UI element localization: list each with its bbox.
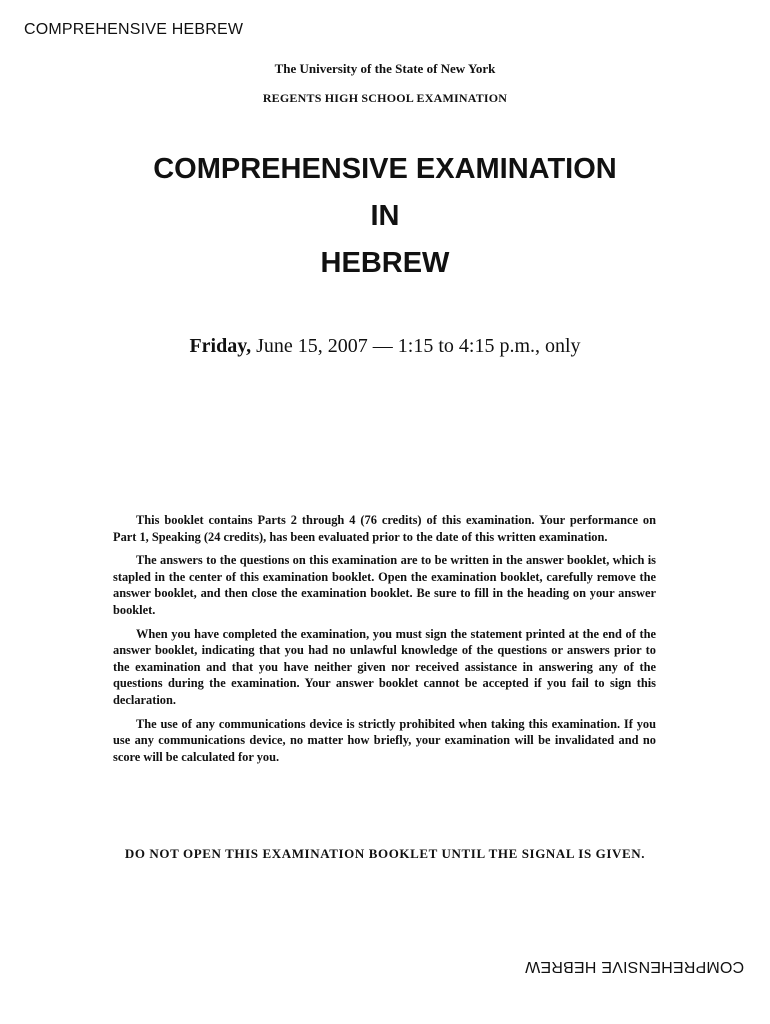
- instruction-paragraph: When you have completed the examination, you must sign the statement printed at the end of the answer booklet, indicating that you had no unlawful knowledge of the questions or answers prior to the examination and that you have neither given nor received assistance in answering any of the questions during the examination. Your answer booklet cannot be accepted if you fail to sign this declaration.: [113, 626, 656, 707]
- exam-type: REGENTS HIGH SCHOOL EXAMINATION: [262, 91, 508, 105]
- exam-title-line-2: IN: [370, 200, 400, 232]
- exam-date-time: June 15, 2007 — 1:15 to 4:15 p.m., only: [251, 335, 581, 357]
- exam-title-line-3: HEBREW: [320, 247, 450, 279]
- university-name: The University of the State of New York: [274, 61, 496, 76]
- exam-date-line: [0, 335, 770, 358]
- exam-title-line-1: COMPREHENSIVE EXAMINATION: [153, 153, 617, 185]
- running-head: COMPREHENSIVE HEBREW: [24, 21, 244, 38]
- footer-flipped-label: COMPREHENSIVE HEBREW: [524, 958, 744, 975]
- instructions-block: [113, 512, 656, 772]
- do-not-open-notice: DO NOT OPEN THIS EXAMINATION BOOKLET UNTIL THE SIGNAL IS GIVEN.: [124, 846, 646, 861]
- exam-day: Friday,: [189, 335, 252, 357]
- instruction-paragraph: The answers to the questions on this examination are to be written in the answer booklet, which is stapled in the center of this examination booklet. Open the examination booklet, carefully remove the answer booklet, and then close the examination booklet. Be sure to fill in the heading on your answer booklet.: [113, 553, 656, 617]
- instruction-paragraph: This booklet contains Parts 2 through 4 (76 credits) of this examination. Your performance on Part 1, Speaking (24 credits), has been evaluated prior to the date of this written examination.: [113, 513, 656, 544]
- instruction-paragraph: The use of any communications device is strictly prohibited when taking this examination. If you use any communications device, no matter how briefly, your examination will be invalidated and no score will be calculated for you.: [113, 716, 656, 764]
